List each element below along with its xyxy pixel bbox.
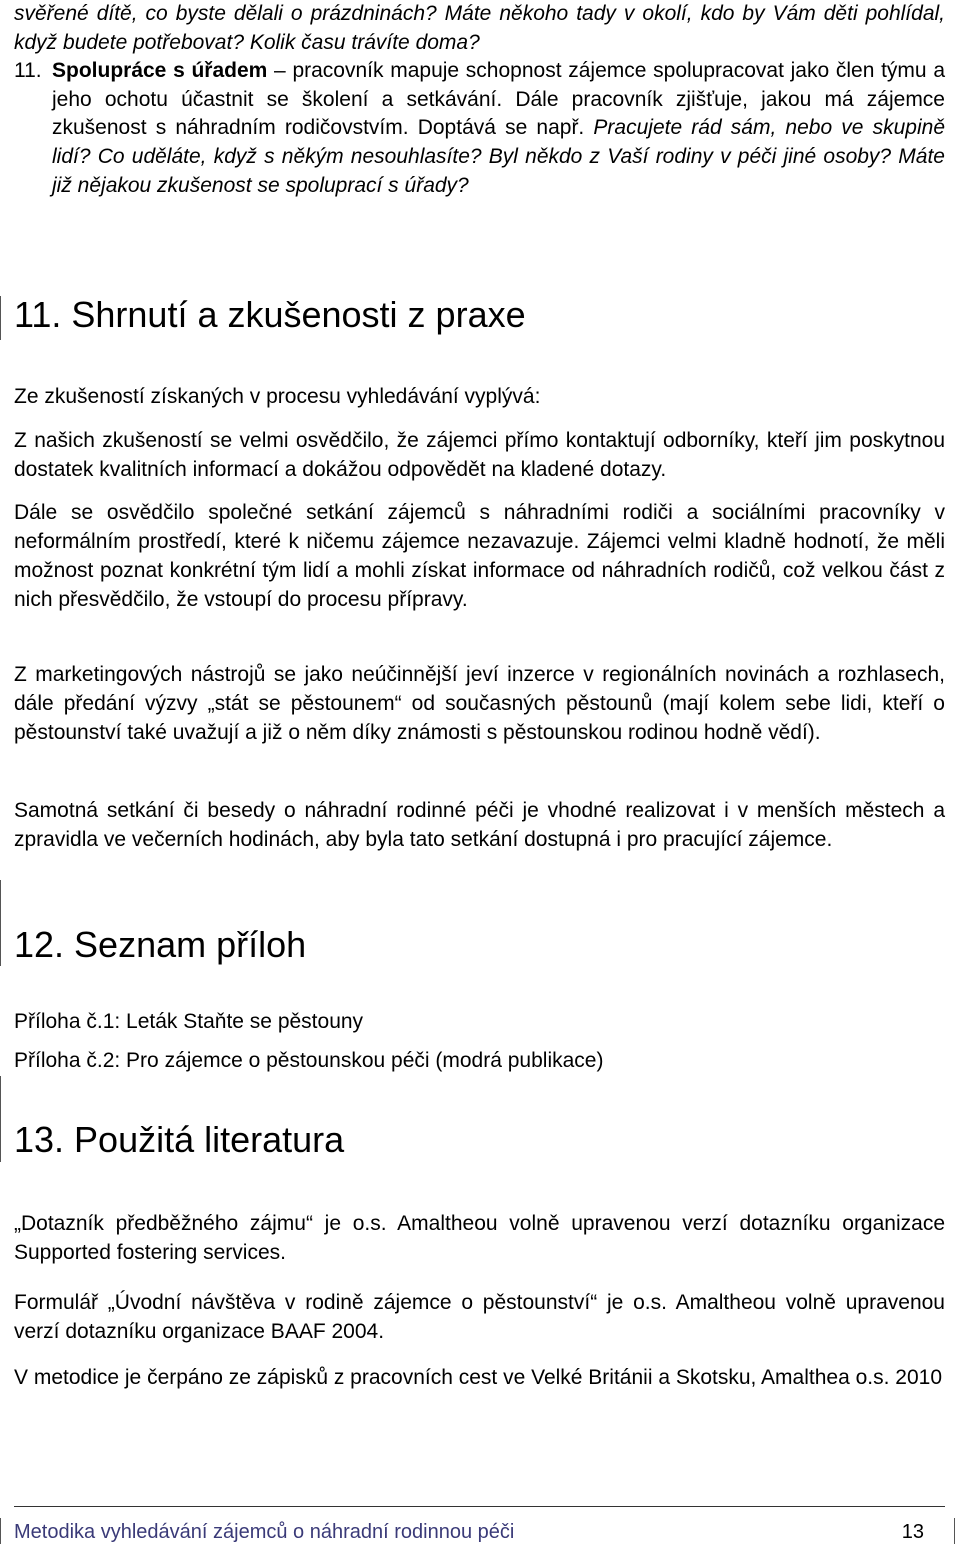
list-item-heading: Spolupráce s úřadem [52,59,268,83]
reference-item: V metodice je čerpáno ze zápisků z pracovních cest ve Velké Británii a Skotsku, Amalthea o.s. 2010 [14,1366,942,1389]
paragraph: Z marketingových nástrojů se jako neúčinnější jeví inzerce v regionálních novinách a rozhlasech, dále předání výzvy „stát se pěstounem“ od současných pěstounů (mají kolem sebe lidi, kteří o pěstounství také uvažují a již o něm díky známosti s pěstounskou rodinou hodně vědí). [14,663,945,744]
reference-item: Formulář „Úvodní návštěva v rodině zájemce o pěstounství“ je o.s. Amaltheou volně upravenou verzí dotazníku organizace BAAF 2004. [14,1291,945,1343]
attachment-item: Příloha č.2: Pro zájemce o pěstounskou péči (modrá publikace) [14,1049,604,1072]
list-item-number: 11. [14,59,42,83]
footer-divider [14,1506,945,1507]
section-11-heading [14,294,526,336]
paragraph: Samotná setkání či besedy o náhradní rodinné péči je vhodné realizovat i v menších městech a zpravidla ve večerních hodinách, aby byla tato setkání dostupná i pro pracující zájemce. [14,799,945,851]
section-number: 11. [14,294,62,335]
section-title: Použitá literatura [74,1119,345,1160]
footer-marker [0,1518,1,1544]
heading-marker [0,1076,1,1162]
intro-block [14,0,945,200]
reference-item: „Dotazník předběžného zájmu“ je o.s. Amaltheou volně upravenou verzí dotazníku organizace Supported fostering services. [14,1212,945,1264]
attachment-item: Příloha č.1: Leták Staňte se pěstouny [14,1010,364,1033]
page-number: 13 [901,1521,924,1543]
section-title: Seznam příloh [74,924,307,965]
list-item-questions: Pracujete rád sám, nebo ve skupině lidí? Co uděláte, když s někým nesouhlasíte? Byl někdo z Vaší rodiny v péči jiné osoby? Máte již nějakou zkušenost se spoluprací s úřady? [52,116,945,197]
list-item-text: – pracovník mapuje schopnost zájemce spolupracovat jako člen týmu a jeho ochotu účastnit se školení a setkávání. Dále pracovník zjišťuje, jakou má zájemce zkušenost s náhradním rodičovstvím. Doptává se např. [52,59,945,140]
paragraph: Ze zkušeností získaných v procesu vyhledávání vyplývá: [14,385,541,408]
heading-marker [0,296,1,340]
paragraph: Z našich zkušeností se velmi osvědčilo, že zájemci přímo kontaktují odborníky, kteří jim poskytnou dostatek kvalitních informací a dokážou odpovědět na kladené dotazy. [14,429,945,481]
section-12-heading [14,924,306,966]
section-number: 13. [14,1119,65,1160]
footer-marker [954,1518,955,1544]
section-13-heading [14,1119,344,1161]
intro-paragraph: svěřené dítě, co byste dělali o prázdninách? Máte někoho tady v okolí, kdo by Vám děti pohlídal, když budete potřebovat? Kolik času trávíte doma? [14,2,945,54]
list-item-11 [14,57,945,200]
heading-marker [0,880,1,966]
section-title: Shrnutí a zkušenosti z praxe [71,294,526,335]
section-number: 12. [14,924,65,965]
footer-title: Metodika vyhledávání zájemců o náhradní rodinnou péči [14,1521,515,1543]
paragraph: Dále se osvědčilo společné setkání zájemců s náhradními rodiči a sociálními pracovníky v neformálním prostředí, které k ničemu zájemce nezavazuje. Zájemci velmi kladně hodnotí, že měli možnost poznat konkrétní tým lidí a mohli získat informace od náhradních rodičů, což velkou část z nich přesvědčilo, že vstoupí do procesu přípravy. [14,501,945,611]
